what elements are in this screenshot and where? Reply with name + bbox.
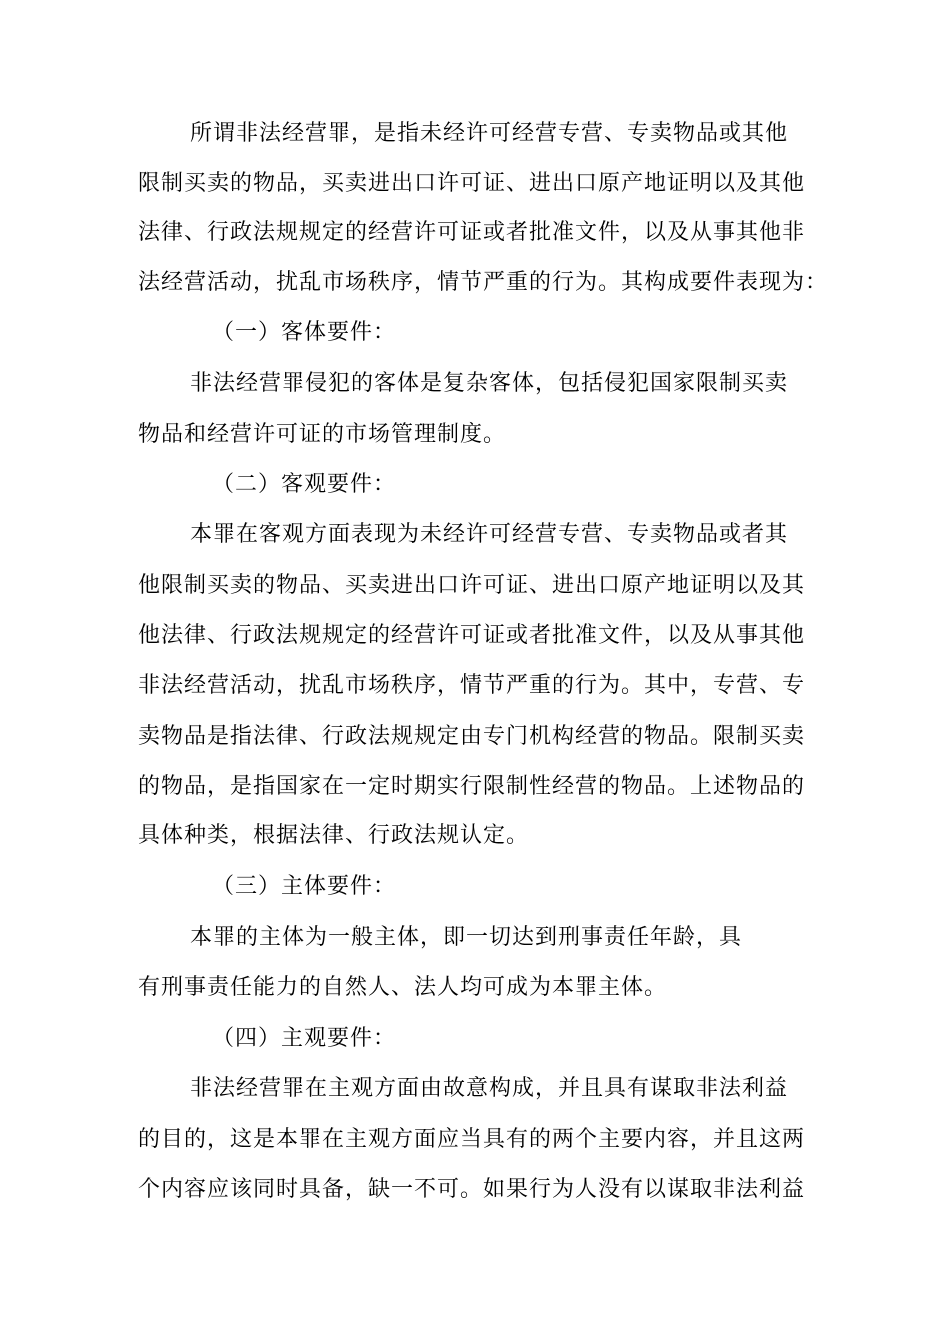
paragraph-2-line-2: 物品和经营许可证的市场管理制度。	[138, 422, 507, 447]
paragraph-3-line-2: 他限制买卖的物品、买卖进出口许可证、进出口原产地证明以及其	[138, 573, 806, 598]
paragraph-1-line-3: 法律、行政法规规定的经营许可证或者批准文件，以及从事其他非	[138, 220, 806, 245]
section-heading-object: （一）客体要件：	[212, 320, 397, 345]
paragraph-1-line-4: 法经营活动，扰乱市场秩序，情节严重的行为。其构成要件表现为：	[138, 270, 829, 295]
section-heading-objective: （二）客观要件：	[212, 472, 397, 497]
paragraph-3-line-3: 他法律、行政法规规定的经营许可证或者批准文件，以及从事其他	[138, 623, 806, 648]
paragraph-5-line-2: 的目的，这是本罪在主观方面应当具有的两个主要内容，并且这两	[138, 1127, 806, 1152]
paragraph-3-line-5: 卖物品是指法律、行政法规规定由专门机构经营的物品。限制买卖	[138, 724, 806, 749]
paragraph-3-line-1: 本罪在客观方面表现为未经许可经营专营、专卖物品或者其	[190, 522, 789, 547]
paragraph-3-line-4: 非法经营活动，扰乱市场秩序，情节严重的行为。其中，专营、专	[138, 673, 806, 698]
section-heading-subjective: （四）主观要件：	[212, 1026, 397, 1051]
paragraph-1-line-1: 所谓非法经营罪，是指未经许可经营专营、专卖物品或其他	[190, 121, 789, 146]
paragraph-4-line-2: 有刑事责任能力的自然人、法人均可成为本罪主体。	[138, 975, 668, 1000]
section-heading-subject: （三）主体要件：	[212, 874, 397, 899]
paragraph-3-line-7: 具体种类，根据法律、行政法规认定。	[138, 823, 530, 848]
paragraph-2-line-1: 非法经营罪侵犯的客体是复杂客体，包括侵犯国家限制买卖	[190, 371, 789, 396]
paragraph-3-line-6: 的物品，是指国家在一定时期实行限制性经营的物品。上述物品的	[138, 774, 806, 799]
paragraph-4-line-1: 本罪的主体为一般主体，即一切达到刑事责任年龄，具	[190, 925, 743, 950]
paragraph-5-line-1: 非法经营罪在主观方面由故意构成，并且具有谋取非法利益	[190, 1076, 789, 1101]
paragraph-5-line-3: 个内容应该同时具备，缺一不可。如果行为人没有以谋取非法利益	[138, 1177, 806, 1202]
paragraph-1-line-2: 限制买卖的物品，买卖进出口许可证、进出口原产地证明以及其他	[138, 171, 806, 196]
